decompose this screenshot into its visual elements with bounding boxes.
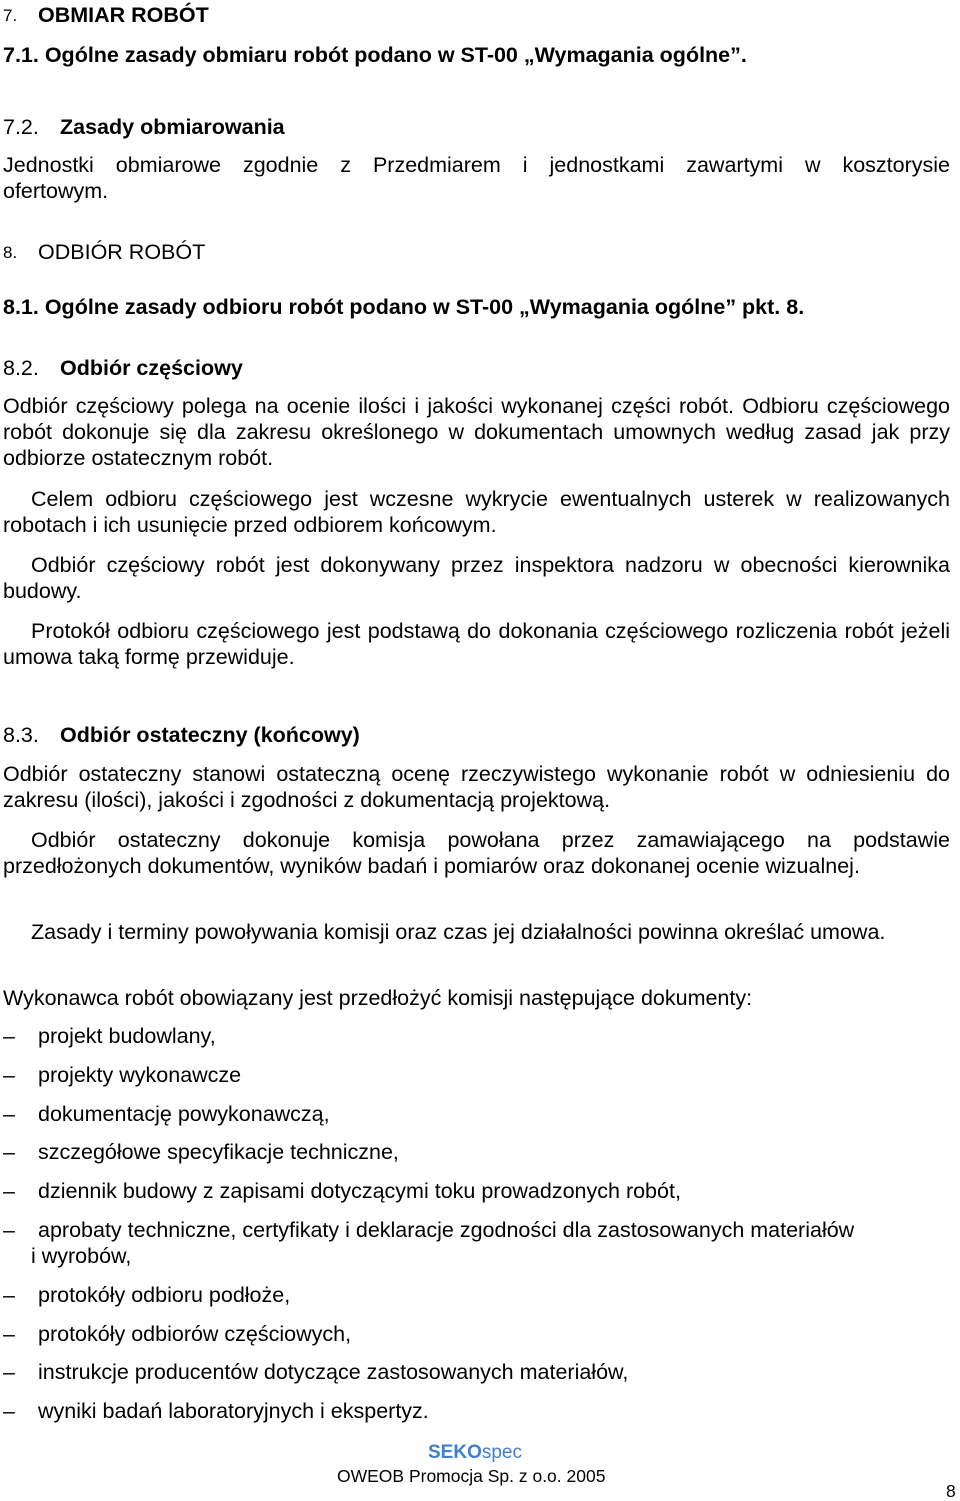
list-dash: –: [3, 1399, 15, 1423]
list-item: dziennik budowy z zapisami dotyczącymi toku prowadzonych robót,: [38, 1179, 681, 1203]
list-item: protokóły odbiorów częściowych,: [38, 1322, 352, 1346]
list-dash: –: [3, 1283, 15, 1307]
sekospec-logo: [428, 1442, 522, 1464]
list-item: dokumentację powykonawczą,: [38, 1102, 330, 1126]
list-dash: –: [3, 1179, 15, 1203]
section-8-1-heading: 8.1. Ogólne zasady odbioru robót podano w ST-00 „Wymagania ogólne” pkt. 8.: [3, 295, 805, 319]
list-dash: –: [3, 1322, 15, 1346]
list-item: projekty wykonawcze: [38, 1063, 242, 1087]
section-8-3-number: 8.3.: [3, 723, 39, 747]
logo-bold-part: SEKO: [428, 1442, 482, 1463]
list-item: instrukcje producentów dotyczące zastosowanych materiałów,: [38, 1360, 629, 1384]
section-7-2-paragraph-line1: Jednostki obmiarowe zgodnie z Przedmiarem i jednostkami zawartymi w kosztorysie: [3, 153, 950, 177]
list-item: wyniki badań laboratoryjnych i ekspertyz.: [38, 1399, 429, 1423]
section-8-2-number: 8.2.: [3, 356, 39, 380]
logo-light-part: spec: [481, 1442, 522, 1463]
list-dash: –: [3, 1140, 15, 1164]
section-8-3-paragraph-2: Odbiór ostateczny dokonuje komisja powołana przez zamawiającego na podstawie przedłożonych dokumentów, wyników badań i pomiarów oraz dokonanej ocenie wizualnej.: [3, 828, 950, 878]
list-item: szczegółowe specyfikacje techniczne,: [38, 1140, 399, 1164]
section-8-title: ODBIÓR ROBÓT: [38, 240, 206, 264]
section-7-number: 7.: [3, 6, 18, 25]
section-8-2-paragraph-3: Odbiór częściowy robót jest dokonywany przez inspektora nadzoru w obecności kierownika budowy.: [3, 553, 950, 603]
section-8-number: 8.: [3, 243, 18, 262]
list-dash: –: [3, 1063, 15, 1087]
list-dash: –: [3, 1024, 15, 1048]
section-7-1-heading: 7.1. Ogólne zasady obmiaru robót podano w ST-00 „Wymagania ogólne”.: [3, 43, 747, 67]
list-item: projekt budowlany,: [38, 1024, 216, 1048]
section-8-2-paragraph-2: Celem odbioru częściowego jest wczesne wykrycie ewentualnych usterek w realizowanych robotach i ich usunięcie przed odbiorem końcowym.: [3, 487, 950, 537]
section-8-3-title: Odbiór ostateczny (końcowy): [60, 723, 360, 747]
footer-company: OWEOB Promocja Sp. z o.o. 2005: [337, 1466, 606, 1486]
section-8-3-paragraph-1: Odbiór ostateczny stanowi ostateczną ocenę rzeczywistego wykonanie robót w odniesieniu do zakresu (ilości), jakości i zgodności z dokumentacją projektową.: [3, 762, 950, 812]
section-8-3-paragraph-4: Wykonawca robót obowiązany jest przedłożyć komisji następujące dokumenty:: [3, 986, 753, 1010]
section-8-2-title: Odbiór częściowy: [60, 356, 243, 380]
section-7-2-paragraph-line2: ofertowym.: [3, 179, 109, 203]
section-8-2-paragraph-4: Protokół odbioru częściowego jest podstawą do dokonania częściowego rozliczenia robót jeżeli umowa taką formę przewiduje.: [3, 619, 950, 669]
list-item-continuation: i wyrobów,: [31, 1244, 132, 1268]
section-7-title: OBMIAR ROBÓT: [38, 3, 209, 27]
section-8-3-paragraph-3: Zasady i terminy powoływania komisji oraz czas jej działalności powinna określać umowa.: [31, 920, 886, 944]
list-item: protokóły odbioru podłoże,: [38, 1283, 291, 1307]
list-dash: –: [3, 1102, 15, 1126]
page-number: 8: [946, 1481, 956, 1501]
section-7-2-title: Zasady obmiarowania: [60, 115, 285, 139]
section-7-2-number: 7.2.: [3, 115, 39, 139]
list-dash: –: [3, 1360, 15, 1384]
list-dash: –: [3, 1218, 15, 1242]
section-8-2-paragraph-1: Odbiór częściowy polega na ocenie ilości i jakości wykonanej części robót. Odbioru częściowego robót dokonuje się dla zakresu określonego w dokumentach umownych według zasad jak przy odbiorze ostatecznym robót.: [3, 394, 950, 470]
list-item: aprobaty techniczne, certyfikaty i deklaracje zgodności dla zastosowanych materiałów: [38, 1218, 855, 1242]
